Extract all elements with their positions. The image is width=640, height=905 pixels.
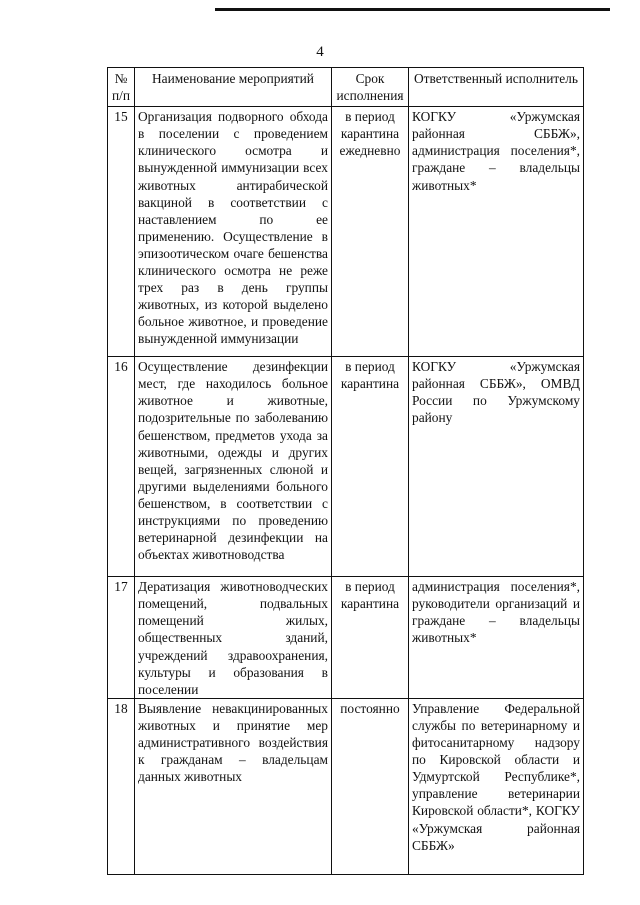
table-row bbox=[108, 577, 584, 699]
measure-term: в период карантина bbox=[332, 577, 409, 699]
measure-responsible: КОГКУ «Уржумская районная СББЖ», администрация поселения*, граждане – владельцы животных* bbox=[409, 107, 584, 357]
page-number: 4 bbox=[316, 44, 324, 60]
table-row bbox=[108, 357, 584, 577]
row-number: 15 bbox=[108, 107, 135, 357]
row-number: 16 bbox=[108, 357, 135, 577]
header-term: Срок исполнения bbox=[332, 68, 409, 107]
row-number: 17 bbox=[108, 577, 135, 699]
measure-name: Организация подворного обхода в поселении с проведением клинического осмотра и вынужденной иммунизации всех животных антирабической вакциной в соответствии с наставлением по ее применению. Осуществление в эпизоотическом очаге бешенства клинического осмотра не реже трех раз в день группы животных, из которой выделено больное животное, и проведение вынужденной иммунизации bbox=[135, 107, 332, 357]
table-header-row bbox=[108, 68, 584, 107]
header-name: Наименование мероприятий bbox=[135, 68, 332, 107]
measure-name: Дератизация животноводческих помещений, подвальных помещений жилых, общественных зданий, учреждений здравоохранения, культуры и образования в поселении bbox=[135, 577, 332, 699]
measure-term: в период карантина bbox=[332, 357, 409, 577]
measure-responsible: КОГКУ «Уржумская районная СББЖ», ОМВД России по Уржумскому району bbox=[409, 357, 584, 577]
measures-table bbox=[107, 67, 584, 875]
table-row bbox=[108, 107, 584, 357]
measure-term: постоянно bbox=[332, 698, 409, 874]
header-num: № п/п bbox=[108, 68, 135, 107]
measure-name: Осуществление дезинфекции мест, где находилось больное животное и животные, подозрительные по заболеванию бешенством, предметов ухода за животными, одежды и других вещей, загрязненных слюной и другими выделениями больного бешенством, в соответствии с инструкциями по проведению ветеринарной дезинфекции на объектах животноводства bbox=[135, 357, 332, 577]
table-row bbox=[108, 698, 584, 874]
measure-term: в период карантина ежедневно bbox=[332, 107, 409, 357]
measure-responsible: Управление Федеральной службы по ветеринарному и фитосанитарному надзору по Кировской области и Удмуртской Республике*, управление ветеринарии Кировской области*, КОГКУ «Уржумская районная СББЖ» bbox=[409, 698, 584, 874]
measure-responsible: администрация поселения*, руководители организаций и граждане – владельцы животных* bbox=[409, 577, 584, 699]
row-number: 18 bbox=[108, 698, 135, 874]
header-responsible: Ответственный исполнитель bbox=[409, 68, 584, 107]
measure-name: Выявление невакцинированных животных и принятие мер административного воздействия к гражданам – владельцам данных животных bbox=[135, 698, 332, 874]
header-rule bbox=[215, 8, 610, 11]
